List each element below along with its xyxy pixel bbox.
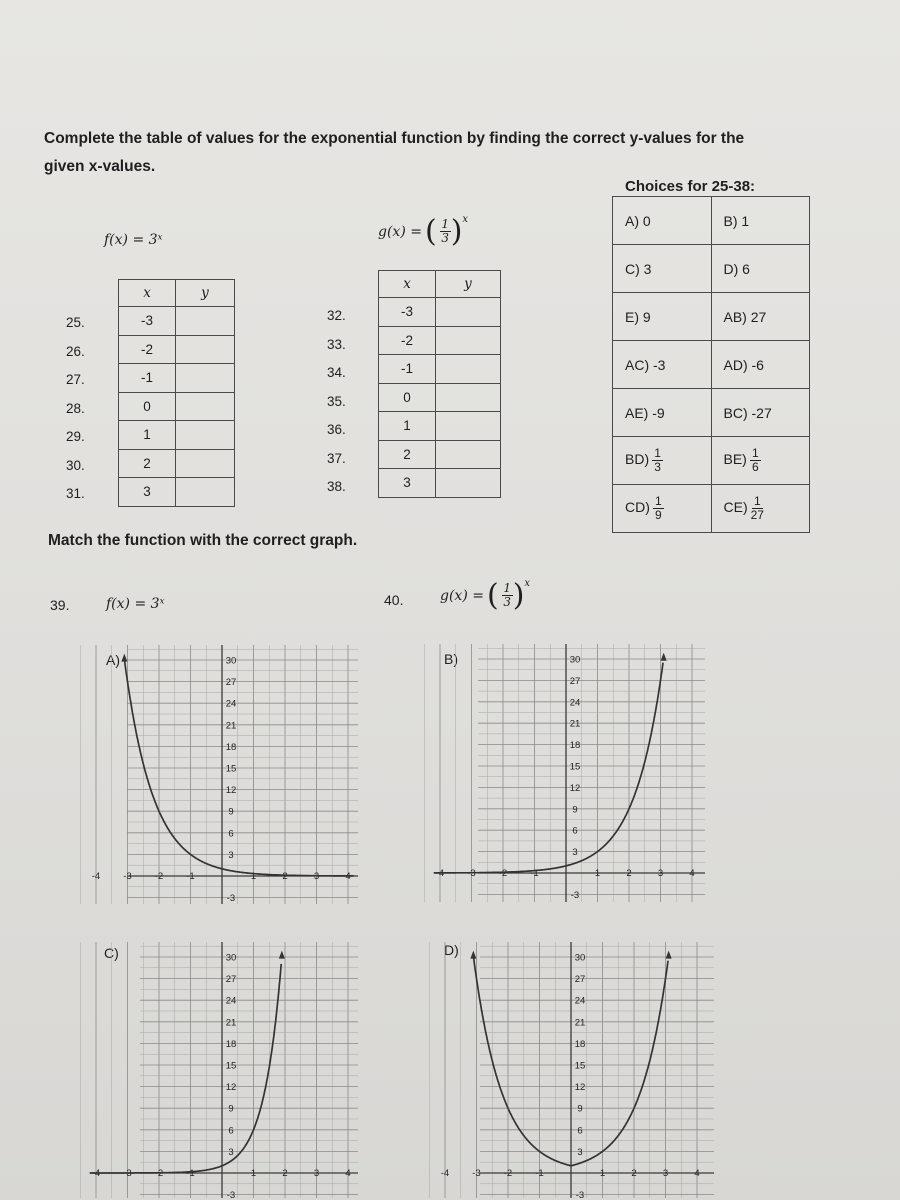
y-tick-label: 21: [225, 720, 237, 732]
x-tick-label: 3: [657, 868, 664, 879]
y-answer-cell[interactable]: [436, 383, 501, 412]
x-cell: 3: [119, 478, 176, 507]
x-header: x: [379, 271, 436, 298]
x-cell: -1: [119, 364, 176, 393]
choice-d: D) 6: [711, 245, 810, 293]
y-tick-label: 12: [569, 782, 581, 794]
x-tick-label: -3: [123, 871, 132, 882]
x-cell: 2: [379, 440, 436, 469]
y-tick-label: 6: [572, 825, 578, 837]
x-tick-label: 2: [282, 1168, 288, 1179]
y-tick-label: -3: [226, 1190, 236, 1200]
choice-ce: CE) $\frac{1}{27}$: [711, 485, 810, 533]
choice-a: A) 0: [613, 197, 712, 245]
y-tick-label: 9: [228, 806, 234, 818]
function-curve: [124, 659, 353, 876]
y-tick-label: 15: [569, 761, 581, 773]
y-tick-label: 30: [225, 655, 237, 667]
x-tick-label: 1: [250, 871, 257, 882]
coordinate-grid: [80, 942, 358, 1200]
choice-bc: BC) -27: [711, 389, 810, 437]
y-tick-label: 15: [225, 1060, 237, 1072]
row-number: 30.: [66, 457, 85, 473]
curve-arrow: [661, 653, 667, 661]
curve-arrow: [470, 951, 476, 959]
row-number: 35.: [327, 393, 346, 409]
x-cell: 0: [379, 383, 436, 412]
graph-c-label: C): [104, 945, 119, 961]
x-tick-label: -2: [498, 868, 508, 879]
x-tick-label: 4: [345, 1168, 351, 1179]
y-tick-label: 18: [225, 741, 237, 753]
y-tick-label: -3: [226, 893, 236, 905]
x-header: x: [119, 280, 176, 307]
y-answer-cell[interactable]: [436, 440, 501, 469]
row-number: 34.: [327, 365, 346, 380]
y-answer-cell[interactable]: [436, 412, 501, 441]
x-tick-label: 1: [599, 1168, 606, 1179]
graph-d-label: D): [444, 942, 459, 958]
y-tick-label: 6: [577, 1125, 583, 1137]
exponent-x: x: [462, 214, 469, 225]
match-heading: Match the function with the correct graph.: [48, 532, 358, 549]
y-tick-label: 21: [569, 718, 581, 730]
function-curve: [90, 964, 282, 1173]
y-header: y: [176, 280, 235, 307]
curve-arrow: [666, 951, 672, 959]
y-tick-label: 21: [225, 1017, 237, 1029]
choice-ae: AE) -9: [613, 389, 712, 437]
row-number: 26.: [66, 343, 85, 359]
choice-be: BE) $\frac{1}{6}$: [711, 437, 810, 485]
x-tick-label: -4: [435, 868, 445, 879]
question-39-function: f(x) = 3ˣ: [106, 596, 165, 612]
y-tick-label: 12: [225, 1082, 237, 1094]
y-tick-label: 30: [574, 952, 586, 964]
f-function-label: f(x) = 3ˣ: [104, 232, 163, 248]
y-tick-label: 21: [574, 1017, 586, 1029]
choice-bd: BD) $\frac{1}{3}$: [613, 437, 712, 485]
row-number: 33.: [327, 336, 346, 352]
coordinate-grid: [80, 645, 358, 904]
y-tick-label: 3: [572, 847, 578, 859]
x-cell: -1: [379, 355, 436, 384]
question-40-number: 40.: [384, 592, 404, 608]
x-tick-label: -2: [503, 1168, 513, 1179]
x-tick-label: 2: [631, 1168, 637, 1179]
choices-table: [612, 196, 810, 533]
x-cell: -3: [379, 298, 436, 327]
y-tick-label: 6: [228, 1125, 234, 1137]
x-cell: 1: [119, 421, 176, 450]
x-cell: -2: [119, 335, 176, 364]
y-tick-label: 24: [574, 995, 586, 1007]
row-number: 37.: [327, 450, 346, 466]
g-value-table: [378, 270, 501, 498]
y-answer-cell[interactable]: [176, 392, 235, 421]
row-number: 38.: [327, 479, 346, 494]
instructions: Complete the table of values for the exponential function by finding the correct y-values for the given x-values.: [44, 130, 745, 175]
y-tick-label: 9: [577, 1103, 583, 1115]
coordinate-grid: [424, 644, 705, 902]
row-number: 25.: [66, 315, 85, 330]
y-answer-cell[interactable]: [176, 307, 235, 336]
y-answer-cell[interactable]: [176, 335, 235, 364]
y-header: y: [436, 271, 501, 298]
x-tick-label: -3: [467, 868, 476, 879]
row-number: 31.: [66, 486, 85, 501]
y-tick-label: -3: [575, 1190, 585, 1200]
x-tick-label: 3: [662, 1168, 669, 1179]
y-answer-cell[interactable]: [436, 469, 501, 498]
y-tick-label: 3: [228, 1146, 234, 1158]
x-tick-label: 1: [594, 868, 601, 879]
y-tick-label: 3: [228, 849, 234, 861]
x-tick-label: 1: [250, 1168, 257, 1179]
y-answer-cell[interactable]: [176, 478, 235, 507]
y-tick-label: 24: [569, 697, 581, 709]
coordinate-grid: [429, 942, 714, 1200]
question-40-function: g(x) = ( $\frac{1}{3}$ ) $^x$: [440, 578, 531, 613]
y-tick-label: 24: [225, 698, 237, 710]
y-tick-label: 27: [225, 974, 237, 986]
row-number: 27.: [66, 372, 85, 387]
x-tick-label: 2: [626, 868, 632, 879]
x-cell: 0: [119, 392, 176, 421]
y-tick-label: 18: [225, 1038, 237, 1050]
f-value-table: [118, 279, 235, 507]
choice-ad: AD) -6: [711, 341, 810, 389]
y-tick-label: 30: [569, 654, 581, 666]
x-tick-label: 4: [694, 1168, 700, 1179]
row-number: 32.: [327, 308, 346, 323]
y-tick-label: 30: [225, 952, 237, 964]
x-tick-label: -1: [186, 871, 195, 882]
y-tick-label: 27: [574, 974, 586, 986]
choice-cd: CD) $\frac{1}{9}$: [613, 485, 712, 533]
y-tick-label: 3: [577, 1146, 583, 1158]
x-tick-label: 3: [313, 871, 320, 882]
y-tick-label: 18: [569, 740, 581, 752]
choice-b: B) 1: [711, 197, 810, 245]
y-tick-label: 9: [228, 1103, 234, 1115]
y-tick-label: 27: [225, 677, 237, 689]
x-tick-label: 2: [282, 871, 288, 882]
y-answer-cell[interactable]: [436, 326, 501, 355]
x-tick-label: 4: [689, 868, 695, 879]
row-number: 28.: [66, 400, 85, 416]
curve-arrow: [121, 654, 127, 662]
x-cell: 3: [379, 469, 436, 498]
x-tick-label: -3: [472, 1168, 481, 1179]
x-cell: -3: [119, 307, 176, 336]
x-tick-label: -4: [91, 1168, 101, 1179]
y-tick-label: 27: [569, 675, 581, 687]
graph-b-label: B): [444, 651, 458, 667]
choices-title: Choices for 25-38:: [625, 178, 756, 195]
one-third-fraction: $\frac{1}{3}$: [503, 581, 511, 609]
x-tick-label: -2: [154, 1168, 164, 1179]
y-tick-label: 6: [228, 828, 234, 840]
function-curve: [434, 663, 663, 873]
graph-a-label: A): [106, 652, 120, 668]
y-answer-cell[interactable]: [176, 421, 235, 450]
x-tick-label: -1: [535, 1168, 544, 1179]
y-answer-cell[interactable]: [176, 364, 235, 393]
y-tick-label: 15: [225, 763, 237, 775]
x-tick-label: -4: [91, 871, 101, 882]
y-tick-label: 24: [225, 995, 237, 1007]
y-answer-cell[interactable]: [436, 355, 501, 384]
one-third-fraction: $\frac{1}{3}$: [441, 217, 449, 245]
x-cell: 2: [119, 449, 176, 478]
row-number: 29.: [66, 429, 85, 444]
x-tick-label: -2: [154, 871, 164, 882]
f-row-numbers: [66, 309, 85, 509]
choice-c: C) 3: [613, 245, 712, 293]
curve-arrow: [279, 951, 285, 959]
y-tick-label: 12: [225, 785, 237, 797]
x-tick-label: 4: [345, 871, 351, 882]
x-cell: 1: [379, 412, 436, 441]
x-tick-label: -1: [186, 1168, 195, 1179]
choice-ac: AC) -3: [613, 341, 712, 389]
y-tick-label: 15: [574, 1060, 586, 1072]
x-tick-label: -4: [440, 1168, 450, 1179]
x-tick-label: -3: [123, 1168, 132, 1179]
y-answer-cell[interactable]: [176, 449, 235, 478]
function-curve: [473, 956, 668, 1166]
x-tick-label: -1: [530, 868, 539, 879]
y-tick-label: 9: [572, 804, 578, 816]
choice-ab: AB) 27: [711, 293, 810, 341]
row-number: 36.: [327, 422, 346, 437]
x-cell: -2: [379, 326, 436, 355]
g-row-numbers: [327, 302, 346, 502]
x-tick-label: 3: [313, 1168, 320, 1179]
g-function-label: g(x) = ( $\frac{1}{3}$ ) $^x$: [378, 214, 469, 249]
y-answer-cell[interactable]: [436, 298, 501, 327]
question-39-number: 39.: [50, 597, 70, 613]
y-tick-label: 12: [574, 1082, 586, 1094]
y-tick-label: 18: [574, 1038, 586, 1050]
choice-e: E) 9: [613, 293, 712, 341]
g-function-prefix: g(x) =: [378, 223, 422, 240]
y-tick-label: -3: [570, 889, 580, 901]
